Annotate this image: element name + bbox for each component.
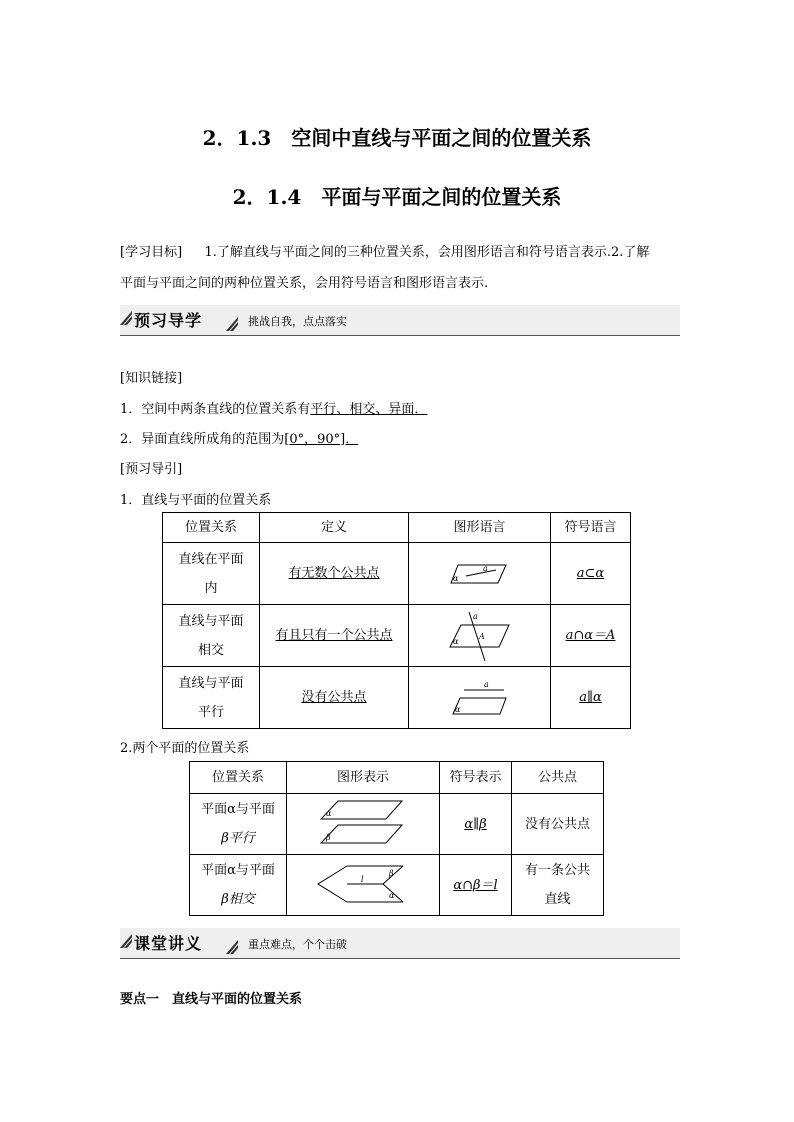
header-symbol: 符号表示 xyxy=(440,762,512,794)
objectives-label: [学习目标] xyxy=(120,245,183,260)
alpha-label: α xyxy=(454,704,460,714)
section1-heading: 1．直线与平面的位置关系 xyxy=(120,493,272,508)
table-header-row xyxy=(190,762,604,794)
banner-title: 课堂讲义 xyxy=(134,934,203,953)
page-title-2: 2．1.4 平面与平面之间的位置关系 xyxy=(232,185,562,209)
symbol-cell: α∩β＝l xyxy=(440,855,512,916)
l-label: l xyxy=(361,875,364,884)
item1-answer-a: 平行 xyxy=(310,402,337,417)
intersecting-planes-figure xyxy=(317,862,409,908)
section2-heading: 2.两个平面的位置关系 xyxy=(120,741,250,756)
relation-line: 平行 xyxy=(197,704,224,720)
figure-cell xyxy=(409,667,551,729)
figure-cell xyxy=(287,855,440,916)
header-relation: 位置关系 xyxy=(190,762,287,794)
line-in-plane-figure xyxy=(450,560,510,588)
knowledge-item-1 xyxy=(120,395,680,424)
item2-answer: [0°，90°]． xyxy=(284,432,359,447)
a-label: a xyxy=(472,611,478,621)
alpha-label: α xyxy=(452,636,458,646)
header-definition: 定义 xyxy=(260,513,409,543)
figure-cell xyxy=(287,794,440,855)
alpha-label: α xyxy=(389,891,395,900)
alpha-label: α xyxy=(326,809,332,818)
key-point-heading: 要点一 直线与平面的位置关系 xyxy=(120,992,303,1007)
knowledge-link-label: [知识链接] xyxy=(120,371,183,386)
relation-cell xyxy=(163,543,260,605)
relation-line: β平行 xyxy=(221,831,255,846)
item1-answer-c: 异面． xyxy=(388,402,428,417)
banner-title: 预习导学 xyxy=(134,311,203,330)
banner-subtitle: 重点难点，个个击破 xyxy=(248,938,347,951)
symbol-cell: a⊂α xyxy=(551,543,631,605)
definition-cell: 有且只有一个公共点 xyxy=(260,605,409,667)
definition-cell: 没有公共点 xyxy=(260,667,409,729)
common-line: 没有公共点 xyxy=(524,816,590,832)
symbol-cell: α∥β xyxy=(440,794,512,855)
relation-line: 内 xyxy=(204,580,218,596)
header-common: 公共点 xyxy=(512,762,604,794)
item2-prefix: 2．异面直线所成角的范围为 xyxy=(120,432,285,447)
line-plane-intersect-figure xyxy=(449,609,511,663)
header-figure: 图形表示 xyxy=(287,762,440,794)
relation-cell xyxy=(163,605,260,667)
section-banner-preview xyxy=(120,305,680,336)
banner-subtitle: 挑战自我，点点落实 xyxy=(248,315,347,328)
page-title-1: 2．1.3 空间中直线与平面之间的位置关系 xyxy=(202,126,592,150)
banner-stripe-icon xyxy=(226,940,238,954)
table-row xyxy=(190,855,604,916)
objectives-line-1 xyxy=(120,238,680,267)
common-cell xyxy=(512,855,604,916)
relation-cell xyxy=(190,794,287,855)
section-banner-lecture xyxy=(120,928,680,959)
common-cell xyxy=(512,794,604,855)
parallel-planes-figure xyxy=(320,799,406,849)
knowledge-item-2 xyxy=(120,425,680,454)
table-row xyxy=(163,543,631,605)
objectives-text-1: 1.了解直线与平面之间的三种位置关系，会用图形语言和符号语言表示.2.了解 xyxy=(204,245,650,260)
item1-sep1: 、 xyxy=(336,402,350,417)
banner-stripe-icon xyxy=(120,311,132,325)
A-label: A xyxy=(478,631,485,641)
table-row xyxy=(163,667,631,729)
banner-stripe-icon xyxy=(120,934,132,948)
header-relation: 位置关系 xyxy=(163,513,260,543)
figure-cell xyxy=(409,605,551,667)
relation-line: β相交 xyxy=(221,892,255,907)
item1-answer-b: 相交 xyxy=(349,402,376,417)
relation-line: 平面α与平面 xyxy=(201,802,275,817)
banner-stripe-icon xyxy=(226,317,238,331)
common-line: 直线 xyxy=(544,892,571,907)
symbol-cell: a∥α xyxy=(551,667,631,729)
relation-line: 直线与平面 xyxy=(178,675,244,691)
table-header-row xyxy=(163,513,631,543)
relation-line: 相交 xyxy=(197,642,224,658)
preview-guide-label: [预习导引] xyxy=(120,462,183,477)
header-figure: 图形语言 xyxy=(409,513,551,543)
relation-line: 平面α与平面 xyxy=(201,863,275,878)
a-label: a xyxy=(482,563,488,573)
beta-label: β xyxy=(326,833,331,842)
relation-cell xyxy=(163,667,260,729)
beta-label: β xyxy=(389,869,394,878)
table-row xyxy=(163,605,631,667)
line-parallel-plane-figure xyxy=(452,678,508,718)
relation-cell xyxy=(190,855,287,916)
item1-prefix: 1．空间中两条直线的位置关系有 xyxy=(120,402,311,417)
plane-plane-table xyxy=(189,761,604,916)
figure-cell xyxy=(409,543,551,605)
relation-line: 直线在平面 xyxy=(178,551,244,567)
common-line: 有一条公共 xyxy=(524,863,590,878)
alpha-label: α xyxy=(452,573,458,583)
line-plane-table xyxy=(162,512,631,729)
header-symbol: 符号语言 xyxy=(551,513,631,543)
objectives-line-2: 平面与平面之间的两种位置关系，会用符号语言和图形语言表示. xyxy=(120,276,489,291)
a-label: a xyxy=(483,679,489,689)
relation-line: 直线与平面 xyxy=(178,613,244,629)
symbol-cell: a∩α＝A xyxy=(551,605,631,667)
item1-sep2: 、 xyxy=(375,402,389,417)
definition-cell: 有无数个公共点 xyxy=(260,543,409,605)
table-row xyxy=(190,794,604,855)
